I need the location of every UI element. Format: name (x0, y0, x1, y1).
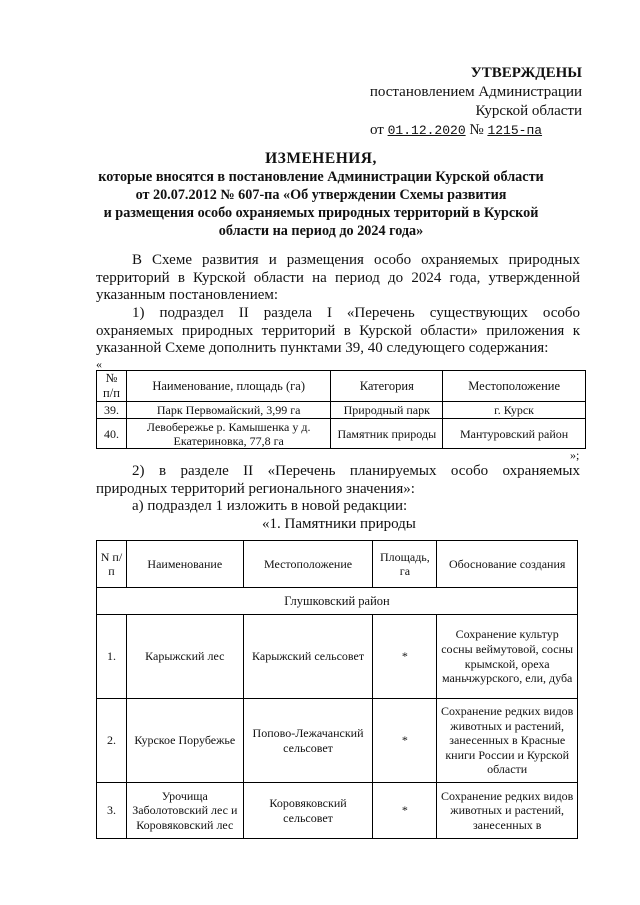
heading-line2: которые вносятся в постановление Администрации Курской области (98, 169, 544, 185)
heading-line3: от 20.07.2012 № 607-па «Об утверждении Схемы развития (135, 187, 507, 203)
col-area: Площадь, га (373, 541, 437, 588)
col-n: N п/п (97, 541, 127, 588)
approval-date-row (358, 121, 582, 140)
open-quote: « (96, 357, 102, 371)
col-justification: Обоснование создания (437, 541, 578, 588)
col-location: Местоположение (443, 371, 586, 402)
table-row: 2. Курское Порубежье Попово-Лежачанский сельсовет * Сохранение редких видов животных и растений, занесенных в Красные книги России и Курской области (97, 699, 578, 783)
existing-territories-table (96, 370, 586, 449)
item2-paragraph: 2) в разделе II «Перечень планируемых особо охраняемых природных территорий регионального значения»: (96, 463, 580, 497)
document-heading (96, 150, 546, 240)
table-row: 1. Карыжский лес Карыжский сельсовет * Сохранение культур сосны веймутовой, сосны крымской, ореха маньчжурского, ели, дуба (97, 615, 578, 699)
table-row: 39. Парк Первомайский, 3,99 га Природный парк г. Курск (97, 402, 586, 419)
planned-monuments-table (96, 540, 578, 839)
number-prefix: № (469, 122, 484, 138)
approval-line3: Курской области (475, 103, 582, 119)
close-quote: »; (570, 448, 580, 462)
col-location: Местоположение (243, 541, 373, 588)
heading-line5: области на период до 2024 года» (218, 223, 424, 239)
table-row: 3. Урочища Заболотовский лес и Коровяковский лес Коровяковский сельсовет * Сохранение редких видов животных и растений, занесенных в (97, 783, 578, 839)
item1-paragraph: 1) подраздел II раздела I «Перечень существующих особо охраняемых природных территорий в Курской области» приложения к указанной Схеме дополнить пунктами 39, 40 следующего содержания: (96, 305, 580, 357)
date-value: 01.12.2020 (387, 123, 466, 138)
table-header-row (97, 541, 578, 588)
col-category: Категория (331, 371, 443, 402)
item2a-paragraph: а) подраздел 1 изложить в новой редакции: (132, 498, 408, 514)
number-value: 1215-па (487, 123, 543, 138)
col-name: Наименование (126, 541, 243, 588)
approval-line2: постановлением Администрации (369, 84, 582, 100)
intro-paragraph: В Схеме развития и размещения особо охраняемых природных территорий в Курской области на период до 2024 года, утвержденной указанным постановлением: (96, 252, 580, 304)
table-row: 40. Левобережье р. Камышенка у д. Екатериновка, 77,8 га Памятник природы Мантуровский район (97, 419, 586, 449)
approval-title: УТВЕРЖДЕНЫ (470, 65, 582, 81)
heading-title: ИЗМЕНЕНИЯ, (265, 150, 377, 167)
col-name-area: Наименование, площадь (га) (126, 371, 330, 402)
heading-line4: и размещения особо охраняемых природных территорий в Курской (103, 205, 539, 221)
region-row (97, 588, 578, 615)
col-number: № п/п (97, 371, 127, 402)
approval-block (358, 64, 582, 140)
date-prefix: от (370, 122, 384, 138)
subsection-title: «1. Памятники природы (262, 516, 416, 532)
table-header-row (97, 371, 586, 402)
region-name: Глушковский район (97, 588, 578, 615)
